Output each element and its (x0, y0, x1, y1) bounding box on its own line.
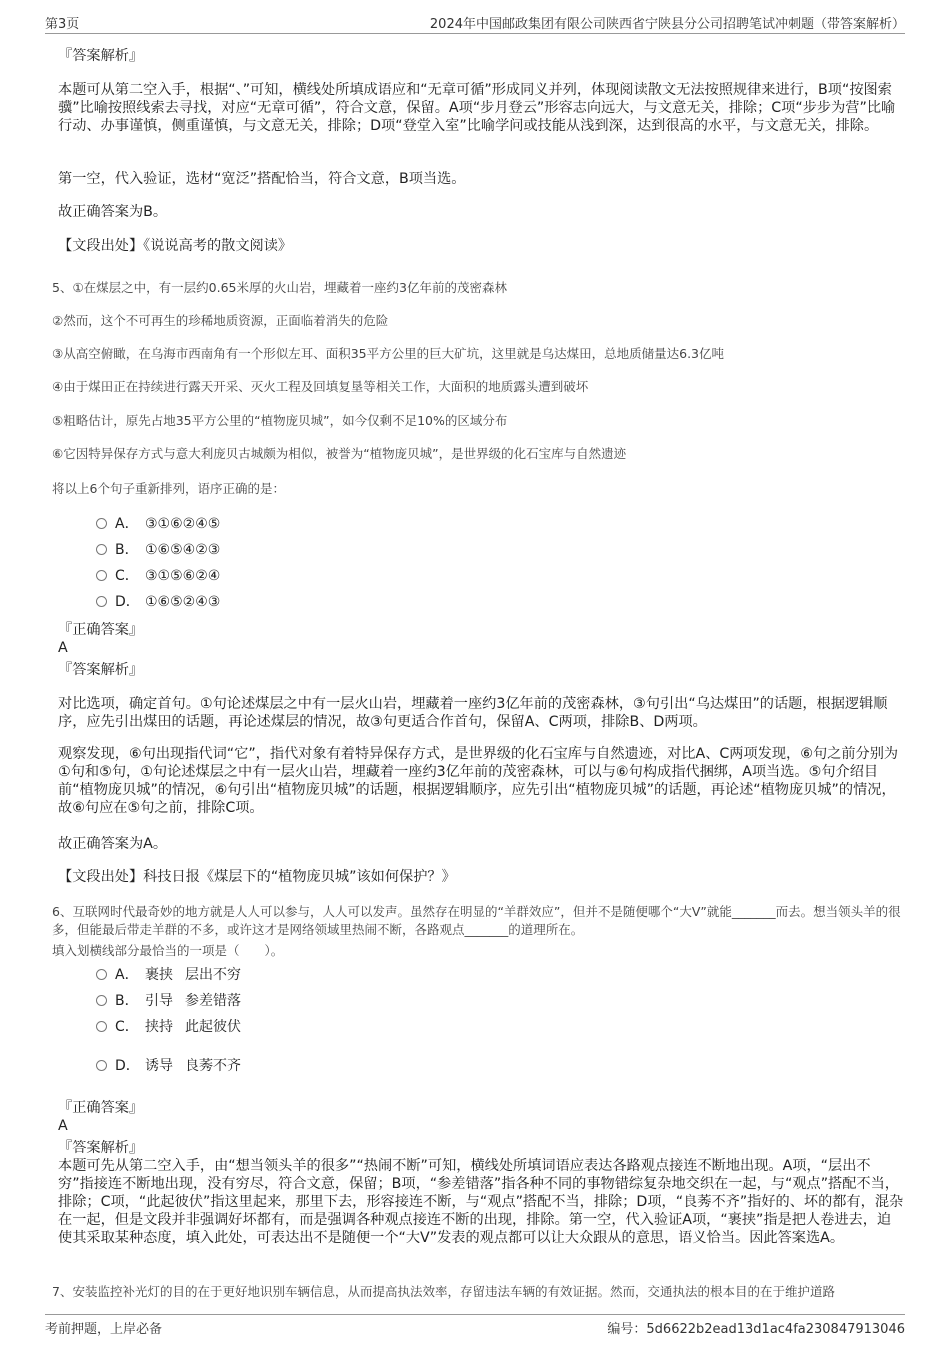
radio-button-icon[interactable] (96, 544, 107, 555)
radio-button-icon[interactable] (96, 518, 107, 529)
page-header (45, 13, 905, 34)
radio-button-icon[interactable] (96, 1060, 107, 1071)
q6-option-d[interactable]: D． 诱导 良莠不齐 (96, 1057, 241, 1075)
q6-stem: 6、互联网时代最奇妙的地方就是人人可以参与，人人可以发声。虽然存在明显的“羊群效应”，但并不是随便哪个“大V”就能_______而去。想当领头羊的很多，但能最后带走羊群的不多，或许这才是网络领域里热闹不断，各路观点_______的道理所在。 (52, 904, 901, 937)
q5-analysis-paragraph-2: 观察发现，⑥句出现指代词“它”，指代对象有着特异保存方式，是世界级的化石宝库与自然遗迹，对比A、C两项发现，⑥句之前分别为①句和⑤句，①句论述煤层之中有一层火山岩，埋藏着一座约3亿年前的茂密森林，可以与⑥句构成指代捆绑，A项当选。⑤句介绍目前“植物庞贝城”的情况，⑥句引出“植物庞贝城”的话题，根据逻辑顺序，应先引出“植物庞贝城”的话题，再论述“植物庞贝城”的情况，故⑥句应在⑤句之前，排除C项。 (58, 746, 899, 816)
q6-option-a[interactable]: A． 裹挟 层出不穷 (96, 966, 241, 984)
q5-sentence-5: ⑤粗略估计，原先占地35平方公里的“植物庞贝城”，如今仅剩不足10%的区域分布 (52, 413, 508, 428)
q5-analysis-heading: 『答案解析』 (58, 662, 144, 678)
page-number: 第3页 (45, 17, 80, 32)
radio-button-icon[interactable] (96, 596, 107, 607)
q5-option-b[interactable]: B． ①⑥⑤④②③ (96, 541, 220, 559)
q7-stem: 7、安装监控补光灯的目的在于更好地识别车辆信息，从而提高执法效率，存留违法车辆的有效证据。然而，交通执法的根本目的在于维护道路 (52, 1284, 835, 1299)
q4-source: 【文段出处】《说说高考的散文阅读》 (58, 238, 293, 254)
q5-option-c[interactable]: C． ③①⑤⑥②④ (96, 567, 220, 585)
q4-analysis-heading: 『答案解析』 (58, 48, 144, 64)
q5-sentence-4: ④由于煤田正在持续进行露天开采、灭火工程及回填复垦等相关工作，大面积的地质露头遭到破坏 (52, 379, 589, 394)
radio-button-icon[interactable] (96, 969, 107, 980)
q5-answer: A (58, 640, 68, 656)
q5-sentence-1: 5、①在煤层之中，有一层约0.65米厚的火山岩，埋藏着一座约3亿年前的茂密森林 (52, 280, 507, 295)
q4-analysis-paragraph-3: 故正确答案为B。 (58, 204, 168, 220)
q5-prompt: 将以上6个句子重新排列，语序正确的是： (52, 481, 285, 496)
q4-analysis-paragraph-2: 第一空，代入验证，选材“宽泛”搭配恰当，符合文意，B项当选。 (58, 171, 466, 187)
radio-button-icon[interactable] (96, 1021, 107, 1032)
q5-sentence-2: ②然而，这个不可再生的珍稀地质资源，正面临着消失的危险 (52, 313, 389, 328)
document-title: 2024年中国邮政集团有限公司陕西省宁陕县分公司招聘笔试冲刺题（带答案解析） (429, 17, 905, 32)
radio-button-icon[interactable] (96, 995, 107, 1006)
q5-sentence-3: ③从高空俯瞰，在乌海市西南角有一个形似左耳、面积35平方公里的巨大矿坑，这里就是乌达煤田，总地质储量达6.3亿吨 (52, 346, 724, 361)
q5-source: 【文段出处】科技日报《煤层下的“植物庞贝城”该如何保护？》 (58, 869, 456, 885)
footer-slogan: 考前押题，上岸必备 (45, 1322, 163, 1337)
q5-option-d[interactable]: D． ①⑥⑤②④③ (96, 593, 220, 611)
q6-analysis-heading: 『答案解析』 (58, 1140, 144, 1156)
radio-button-icon[interactable] (96, 570, 107, 581)
q5-sentence-6: ⑥它因特异保存方式与意大利庞贝古城颇为相似，被誉为“植物庞贝城”，是世界级的化石宝库与自然遗迹 (52, 446, 627, 461)
q6-prompt: 填入划横线部分最恰当的一项是（ ）。 (52, 943, 284, 958)
q5-analysis-paragraph-3: 故正确答案为A。 (58, 836, 168, 852)
page-footer (45, 1314, 905, 1337)
q5-analysis-paragraph-1: 对比选项，确定首句。①句论述煤层之中有一层火山岩，埋藏着一座约3亿年前的茂密森林，③句引出“乌达煤田”的话题，根据逻辑顺序，应先引出煤田的话题，再论述煤层的情况，故③句更适合作首句，保留A、C两项，排除B、D两项。 (58, 696, 888, 730)
q6-option-c[interactable]: C． 挟持 此起彼伏 (96, 1018, 241, 1036)
q4-analysis-paragraph-1: 本题可从第二空入手，根据“、”可知，横线处所填成语应和“无章可循”形成同义并列，体现阅读散文无法按照规律来进行，B项“按图索骥”比喻按照线索去寻找，对应“无章可循”，符合文意，保留。A项“步月登云”形容志向远大，与文意无关，排除；C项“步步为营”比喻行动、办事谨慎，侧重谨慎，与文意无关，排除；D项“登堂入室”比喻学问或技能从浅到深，达到很高的水平，与文意无关，排除。 (58, 82, 896, 134)
q5-answer-heading: 『正确答案』 (58, 622, 144, 638)
q6-analysis: 本题可先从第二空入手，由“想当领头羊的很多”“热闹不断”可知，横线处所填词语应表达各路观点接连不断地出现。A项，“层出不穷”指接连不断地出现，没有穷尽，符合文意，保留；B项，“参差错落”指各种不同的事物错综复杂地交织在一起，与“观点”搭配不当，排除；C项，“此起彼伏”指这里起来，那里下去，形容接连不断，与“观点”搭配不当，排除；D项，“良莠不齐”指好的、坏的都有，混杂在一起，但是文段并非强调好坏都有，而是强调各种观点接连不断的出现，排除。第一空，代入验证A项，“裹挟”指是把人卷进去，迫使其采取某种态度，填入此处，可表达出不是随便一个“大V”发表的观点都可以让大众跟从的意思，语义恰当。因此答案选A。 (58, 1158, 904, 1246)
q6-answer: A (58, 1118, 68, 1134)
q6-answer-heading: 『正确答案』 (58, 1100, 144, 1116)
q6-option-b[interactable]: B． 引导 参差错落 (96, 992, 241, 1010)
document-id: 编号：5d6622b2ead13d1ac4fa230847913046 (607, 1322, 905, 1337)
q5-option-a[interactable]: A． ③①⑥②④⑤ (96, 515, 220, 533)
